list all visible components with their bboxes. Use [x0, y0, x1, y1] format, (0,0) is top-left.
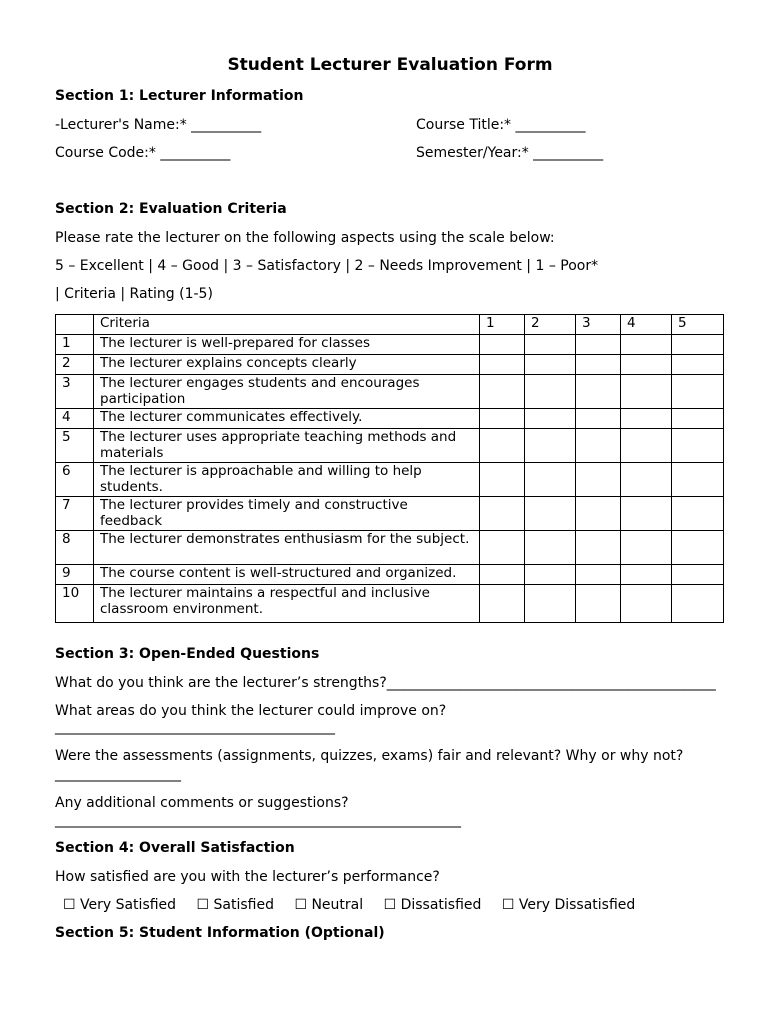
row-number: 8: [56, 531, 94, 565]
rating-cell[interactable]: [525, 497, 576, 531]
rating-instruction: Please rate the lecturer on the following aspects using the scale below:: [55, 230, 555, 246]
rating-cell[interactable]: [621, 565, 672, 585]
rating-cell[interactable]: [480, 335, 525, 355]
rating-cell[interactable]: [576, 335, 621, 355]
rating-cell[interactable]: [672, 375, 724, 409]
section3-heading: Section 3: Open-Ended Questions: [55, 646, 320, 662]
row-number: 7: [56, 497, 94, 531]
rating-cell[interactable]: [480, 565, 525, 585]
rating-cell[interactable]: [621, 429, 672, 463]
assessments-answer-line[interactable]: __________________: [55, 766, 181, 782]
option-neutral[interactable]: ☐ Neutral: [294, 897, 364, 913]
table-row: [56, 409, 724, 429]
rating-scale: 5 – Excellent | 4 – Good | 3 – Satisfactory | 2 – Needs Improvement | 1 – Poor*: [55, 258, 599, 274]
row-number: 10: [56, 585, 94, 623]
table-row: [56, 335, 724, 355]
row-number: 2: [56, 355, 94, 375]
criteria-text: The lecturer is approachable and willing to help students.: [94, 463, 480, 497]
criteria-text: The lecturer provides timely and constructive feedback: [94, 497, 480, 531]
satisfaction-question: How satisfied are you with the lecturer’s performance?: [55, 869, 440, 885]
table-header-cell: 3: [576, 315, 621, 335]
rating-cell[interactable]: [525, 375, 576, 409]
rating-cell[interactable]: [480, 463, 525, 497]
table-header-cell: Criteria: [94, 315, 480, 335]
row-number: 1: [56, 335, 94, 355]
page-title: Student Lecturer Evaluation Form: [227, 55, 553, 75]
rating-cell[interactable]: [672, 585, 724, 623]
table-header-cell: 5: [672, 315, 724, 335]
rating-cell[interactable]: [621, 497, 672, 531]
rating-cell[interactable]: [672, 409, 724, 429]
rating-cell[interactable]: [621, 355, 672, 375]
table-header-cell: 2: [525, 315, 576, 335]
comments-answer-line[interactable]: __________________________________________________________: [55, 812, 461, 828]
rating-cell[interactable]: [525, 335, 576, 355]
table-row: [56, 355, 724, 375]
table-header-cell: [56, 315, 94, 335]
rating-cell[interactable]: [576, 463, 621, 497]
rating-cell[interactable]: [621, 375, 672, 409]
criteria-text: The lecturer demonstrates enthusiasm for the subject.: [94, 531, 480, 565]
semester-year-field[interactable]: Semester/Year:* __________: [416, 145, 604, 161]
section5-heading: Section 5: Student Information (Optional): [55, 925, 385, 941]
section2-heading: Section 2: Evaluation Criteria: [55, 201, 287, 217]
table-header-cell: 4: [621, 315, 672, 335]
improvement-question: What areas do you think the lecturer could improve on?: [55, 703, 447, 719]
rating-cell[interactable]: [621, 335, 672, 355]
rating-cell[interactable]: [480, 585, 525, 623]
rating-cell[interactable]: [480, 429, 525, 463]
rating-cell[interactable]: [525, 531, 576, 565]
row-number: 4: [56, 409, 94, 429]
rating-cell[interactable]: [672, 429, 724, 463]
table-row: [56, 531, 724, 565]
table-row: [56, 429, 724, 463]
table-row: [56, 463, 724, 497]
comments-question: Any additional comments or suggestions?: [55, 795, 349, 811]
evaluation-criteria-table: [55, 314, 724, 623]
table-header-cell: 1: [480, 315, 525, 335]
rating-cell[interactable]: [672, 355, 724, 375]
row-number: 3: [56, 375, 94, 409]
table-header-row: [56, 315, 724, 335]
option-very-satisfied[interactable]: ☐ Very Satisfied: [63, 897, 177, 913]
table-row: [56, 497, 724, 531]
row-number: 5: [56, 429, 94, 463]
improvement-answer-line[interactable]: ________________________________________: [55, 719, 335, 735]
rating-cell[interactable]: [576, 585, 621, 623]
criteria-text: The lecturer uses appropriate teaching methods and materials: [94, 429, 480, 463]
rating-cell[interactable]: [525, 463, 576, 497]
option-satisfied[interactable]: ☐ Satisfied: [196, 897, 274, 913]
rating-cell[interactable]: [525, 409, 576, 429]
option-very-dissatisfied[interactable]: ☐ Very Dissatisfied: [501, 897, 636, 913]
option-dissatisfied[interactable]: ☐ Dissatisfied: [383, 897, 482, 913]
rating-cell[interactable]: [576, 409, 621, 429]
rating-cell[interactable]: [672, 531, 724, 565]
rating-cell[interactable]: [672, 335, 724, 355]
rating-cell[interactable]: [525, 585, 576, 623]
rating-cell[interactable]: [576, 375, 621, 409]
rating-cell[interactable]: [525, 355, 576, 375]
criteria-text: The lecturer engages students and encourages participation: [94, 375, 480, 409]
table-row: [56, 565, 724, 585]
rating-cell[interactable]: [480, 497, 525, 531]
rating-cell[interactable]: [621, 409, 672, 429]
section1-heading: Section 1: Lecturer Information: [55, 88, 304, 104]
criteria-text: The course content is well-structured and organized.: [94, 565, 480, 585]
rating-cell[interactable]: [525, 565, 576, 585]
rating-cell[interactable]: [576, 565, 621, 585]
rating-cell[interactable]: [525, 429, 576, 463]
rating-cell[interactable]: [621, 463, 672, 497]
criteria-text: The lecturer explains concepts clearly: [94, 355, 480, 375]
criteria-text: The lecturer maintains a respectful and inclusive classroom environment.: [94, 585, 480, 623]
rating-cell[interactable]: [576, 355, 621, 375]
rating-cell[interactable]: [480, 531, 525, 565]
criteria-text: The lecturer communicates effectively.: [94, 409, 480, 429]
row-number: 9: [56, 565, 94, 585]
rating-cell[interactable]: [480, 409, 525, 429]
course-code-field[interactable]: Course Code:* __________: [55, 145, 231, 161]
row-number: 6: [56, 463, 94, 497]
criteria-text: The lecturer is well-prepared for classes: [94, 335, 480, 355]
rating-cell[interactable]: [621, 585, 672, 623]
assessments-question: Were the assessments (assignments, quizzes, exams) fair and relevant? Why or why not?: [55, 748, 684, 764]
rating-cell[interactable]: [576, 429, 621, 463]
rating-cell[interactable]: [672, 497, 724, 531]
criteria-caption: | Criteria | Rating (1-5): [55, 286, 213, 302]
course-title-field[interactable]: Course Title:* __________: [416, 117, 586, 133]
rating-cell[interactable]: [672, 463, 724, 497]
table-row: [56, 585, 724, 623]
section4-heading: Section 4: Overall Satisfaction: [55, 840, 295, 856]
satisfaction-options: [63, 897, 651, 913]
rating-cell[interactable]: [480, 355, 525, 375]
rating-cell[interactable]: [576, 497, 621, 531]
lecturer-name-field[interactable]: -Lecturer's Name:* __________: [55, 117, 262, 133]
rating-cell[interactable]: [621, 531, 672, 565]
rating-cell[interactable]: [672, 565, 724, 585]
rating-cell[interactable]: [480, 375, 525, 409]
strengths-question[interactable]: What do you think are the lecturer’s strengths?_______________________________________________: [55, 675, 716, 691]
table-row: [56, 375, 724, 409]
rating-cell[interactable]: [576, 531, 621, 565]
